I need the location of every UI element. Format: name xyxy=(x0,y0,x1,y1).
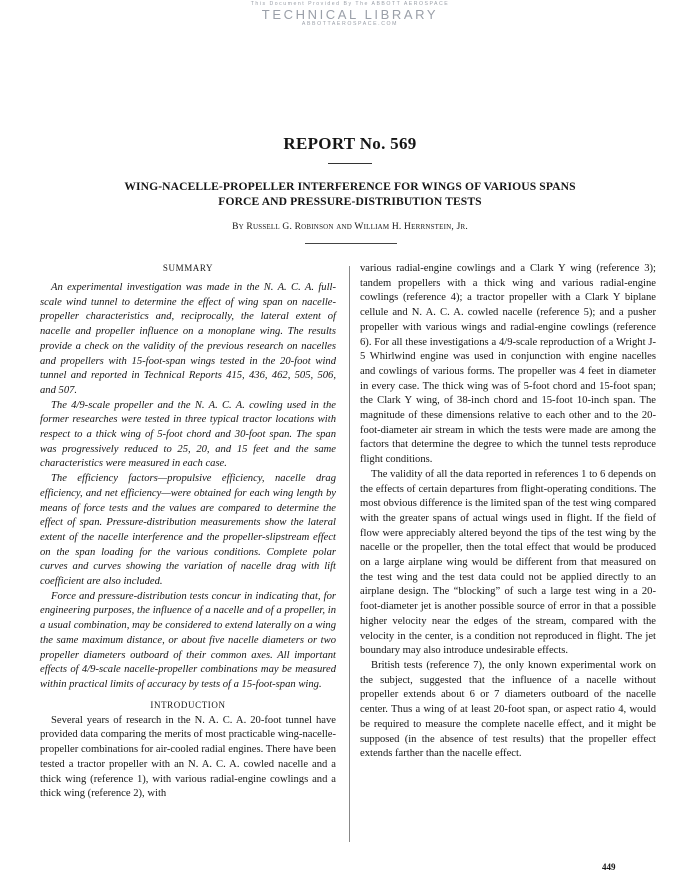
watermark-title: TECHNICAL LIBRARY xyxy=(261,7,439,23)
summary-paragraph: The efficiency factors—propulsive efficiency, nacelle drag efficiency, and net efficiency—were obtained for each wing length by means of force tests and the values are compared to determine the effect of span. Pressure-distribution measurements show the lateral extent of the nacelle interference and the propeller-slipstream effect on the span loading for the various conditions. Complete polar curves and curves showing the variation of nacelle drag with lift coefficient are also included. xyxy=(40,473,336,588)
title-divider xyxy=(328,163,372,164)
report-number: REPORT No. 569 xyxy=(283,134,417,153)
left-column xyxy=(40,262,336,802)
summary-section xyxy=(40,281,336,693)
right-column xyxy=(360,262,656,762)
page-number: 449 xyxy=(602,862,616,872)
summary-paragraph: Force and pressure-distribution tests concur in indicating that, for engineering purposes, the influence of a nacelle and of a propeller, in a usual combination, may be considered to extend laterally on a wing the same maximum distance, or about five nacelle diameters or two propeller diameters outboard of their common axes. All important effects of 4/9-scale nacelle-propeller combinations may be measured within practical limits of accuracy by tests of a 15-foot-span wing. xyxy=(40,590,336,690)
title-line-1: WING-NACELLE-PROPELLER INTERFERENCE FOR WINGS OF VARIOUS SPANS xyxy=(124,180,576,193)
summary-paragraph: The 4/9-scale propeller and the N. A. C. A. cowling used in the former researches were tested in three typical tractor locations with respect to a thick wing of 5-foot chord and 30-foot span. The span was progressively reduced to 25, 20, and 15 feet and the same characteristics were measured in each case. xyxy=(40,399,336,470)
column-divider xyxy=(349,266,350,842)
introduction-paragraph: British tests (reference 7), the only known experimental work on the subject, suggested that the influence of a nacelle without propeller extends about 6 or 7 diameters outboard of the nacelle center. Thus a wing of at least 20-foot span, or aspect ratio 4, would be required to measure the complete nacelle effect, and it might be supposed (in the absence of test results) that the propeller effect extends farther than the nacelle effect. xyxy=(360,659,656,760)
watermark-site: ABBOTTAEROSPACE.COM xyxy=(301,21,399,28)
introduction-paragraph: The validity of all the data reported in references 1 to 6 depends on the effects of certain departures from flight-operating conditions. The most obvious difference is the limited span of the test wing compared with the greater spans of actual wings used in flight. If the field of flow were appreciably altered beyond the tips of the test wing by the nacelle or the propeller, then the total effect that would be produced on a large airplane wing would be different from that measured on the test wing and the test data could not be applied directly to an airplane design. The “blocking” of such a large test wing in a 20-foot-diameter jet is another possible source of error in that a possible higher velocity near the edges of the stream, compared with the velocity in the center, is a condition not reproduced in flight. The jet boundary may also introduce undesirable effects. xyxy=(360,468,656,657)
author-divider xyxy=(305,243,397,244)
watermark-provider-line: This Document Provided By The ABBOTT AEROSPACE xyxy=(250,1,450,7)
introduction-paragraph: Several years of research in the N. A. C. A. 20-foot tunnel have provided data comparing the merits of most practicable wing-nacelle-propeller combinations for air-cooled radial engines. There have been tested a tractor propeller with an N. A. C. A. cowled nacelle and a thick wing (reference 1), with various radial-engine cowlings and a thick wing (reference 2), with xyxy=(40,714,336,800)
summary-paragraph: An experimental investigation was made in the N. A. C. A. full-scale wind tunnel to determine the effect of wing span on nacelle-propeller characteristics and, reciprocally, the lateral extent of nacelle and propeller influence on a monoplane wing. The results provide a check on the validity of the previous research on nacelles and propellers with 15-foot-span wings tested in the 20-foot wind tunnel and reported in Technical Reports 415, 436, 462, 505, 506, and 507. xyxy=(40,282,336,396)
library-watermark xyxy=(0,2,700,27)
summary-heading: SUMMARY xyxy=(162,263,214,273)
paper-title xyxy=(40,179,660,209)
title-line-2: FORCE AND PRESSURE-DISTRIBUTION TESTS xyxy=(218,195,482,208)
author-line: By Russell G. Robinson and William H. Herrnstein, Jr. xyxy=(232,222,468,232)
introduction-heading: INTRODUCTION xyxy=(150,699,226,710)
introduction-paragraph-continued: various radial-engine cowlings and a Clark Y wing (reference 3); tandem propellers with a thick wing and various radial-engine cowlings (reference 4); a tractor propeller with a Clark Y biplane cellule and N. A. C. A. cowled nacelle (reference 5); and a pusher propeller with various wings and radial-engine cowlings (reference 6). For all these investigations a 4/9-scale reproduction of a Wright J-5 Whirlwind engine was used in conjunction with engine nacelles and cowlings of various forms. The propeller was 4 feet in diameter in every case. The thick wing was of 5-foot chord and 15-foot span; the Clark Y wing, of 38-inch chord and 15-foot 10-inch span. The magnitude of these dimensions relative to each other and to the 20-foot-diameter air stream in which the tests were made are among the factors that determine the degree to which the tunnel tests reproduce flight conditions. xyxy=(360,263,656,466)
